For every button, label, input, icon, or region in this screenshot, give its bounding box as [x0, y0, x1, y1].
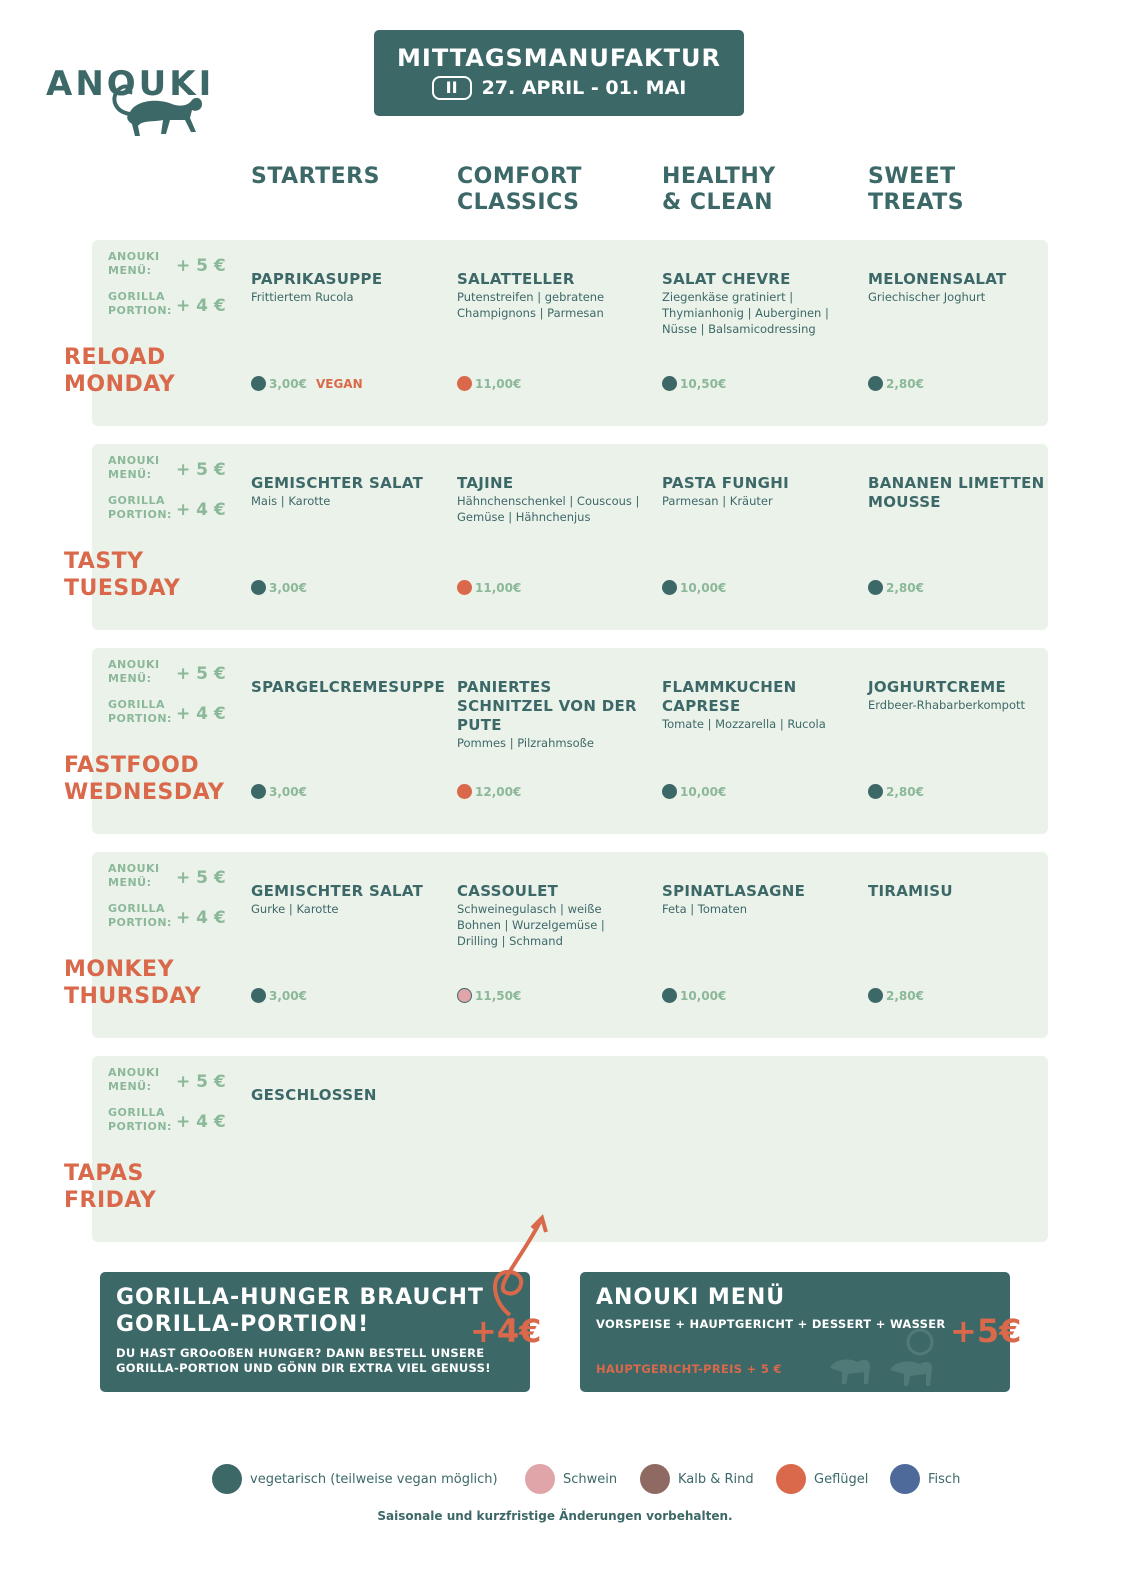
menu-price-add: + 5 € — [176, 460, 226, 480]
monkeys-illustration-icon — [820, 1328, 950, 1388]
curl-arrow-icon — [480, 1210, 570, 1320]
legend-item — [525, 1464, 617, 1494]
vegetarian-icon — [662, 988, 677, 1003]
gorilla-price-add: + 4 € — [176, 1112, 226, 1132]
menu-price-label: ANOUKI MENÜ: — [108, 1066, 160, 1093]
dish-sweet — [868, 474, 1058, 512]
vegetarian-icon — [212, 1464, 242, 1494]
dish-price — [457, 580, 521, 595]
price-value: 11,00€ — [475, 376, 522, 391]
poultry-icon — [457, 784, 472, 799]
price-value: 3,00€ — [269, 988, 307, 1003]
dish-comfort — [457, 474, 647, 525]
day-panel — [64, 648, 1048, 834]
dish-name: SALAT CHEVRE — [662, 270, 791, 288]
menu-price-add: + 5 € — [176, 868, 226, 888]
legend-item — [890, 1464, 960, 1494]
gorilla-price-label: GORILLA PORTION: — [108, 902, 172, 929]
legend-item — [776, 1464, 868, 1494]
price-value: 3,00€ — [269, 784, 307, 799]
dish-description: Mais | Karotte — [251, 494, 331, 508]
dish-description: Pommes | Pilzrahmsoße — [457, 736, 594, 750]
col-head-starters: STARTERS — [251, 164, 380, 189]
promo-gorilla — [100, 1272, 542, 1392]
dish-healthy — [662, 882, 852, 917]
dish-price — [251, 784, 307, 799]
anouki-logo — [46, 42, 226, 152]
dish-name: GEMISCHTER SALAT — [251, 474, 424, 492]
vegetarian-icon — [251, 988, 266, 1003]
vegetarian-icon — [662, 580, 677, 595]
dish-name: SPARGELCREMESUPPE — [251, 678, 445, 696]
dish-description: Putenstreifen | gebratene Champignons | Parmesan — [457, 290, 605, 320]
price-value: 10,00€ — [680, 988, 727, 1003]
page-title: MITTAGSMANUFAKTUR — [397, 44, 721, 72]
price-value: 3,00€ — [269, 376, 307, 391]
price-value: 10,00€ — [680, 784, 727, 799]
dish-starter — [251, 270, 441, 305]
day-name: FASTFOOD WEDNESDAY — [64, 753, 225, 805]
menu-price-add: + 5 € — [176, 664, 226, 684]
dish-comfort — [457, 882, 647, 949]
price-value: 2,80€ — [886, 988, 924, 1003]
menu-price-label: ANOUKI MENÜ: — [108, 250, 160, 277]
gorilla-price-add: + 4 € — [176, 908, 226, 928]
col-head-comfort: COMFORT CLASSICS — [457, 164, 582, 215]
menu-price-label: ANOUKI MENÜ: — [108, 454, 160, 481]
day-name: RELOAD MONDAY — [64, 345, 176, 397]
promo-gorilla-title: GORILLA-HUNGER BRAUCHT GORILLA-PORTION! — [116, 1285, 484, 1337]
day-panel — [64, 240, 1048, 426]
day-name: TAPAS FRIDAY — [64, 1161, 157, 1213]
vegetarian-icon — [868, 988, 883, 1003]
dish-starter — [251, 678, 445, 697]
promo-menu — [580, 1272, 1022, 1392]
legend-label: Schwein — [563, 1471, 618, 1487]
menu-price-label: ANOUKI MENÜ: — [108, 862, 160, 889]
dish-price — [457, 784, 521, 799]
week-range — [374, 76, 744, 100]
dish-price — [662, 784, 726, 799]
vegetarian-icon — [868, 580, 883, 595]
promo-gorilla-price: +4€ — [470, 1312, 542, 1350]
dish-comfort — [457, 270, 647, 321]
gorilla-price-add: + 4 € — [176, 704, 226, 724]
price-value: 3,00€ — [269, 580, 307, 595]
header-banner — [374, 30, 744, 116]
dish-name: TIRAMISU — [868, 882, 953, 900]
dish-description: Erdbeer-Rhabarberkompott — [868, 698, 1026, 712]
dish-description: Griechischer Joghurt — [868, 290, 986, 304]
promo-menu-text: VORSPEISE + HAUPTGERICHT + DESSERT + WASSER — [596, 1317, 946, 1331]
vegan-tag: VEGAN — [315, 376, 363, 391]
dish-price — [662, 988, 726, 1003]
price-value: 11,00€ — [475, 580, 522, 595]
dish-name: BANANEN LIMETTEN MOUSSE — [868, 474, 1045, 511]
promo-menu-price: +5€ — [950, 1312, 1022, 1350]
dish-starter — [251, 474, 441, 509]
price-value: 11,50€ — [475, 988, 522, 1003]
gorilla-price-add: + 4 € — [176, 500, 226, 520]
pork-icon — [457, 988, 472, 1003]
gorilla-price-label: GORILLA PORTION: — [108, 698, 172, 725]
dish-price — [662, 580, 726, 595]
vegetarian-icon — [251, 376, 266, 391]
dish-comfort — [457, 678, 647, 751]
poultry-icon — [457, 376, 472, 391]
gorilla-price-add: + 4 € — [176, 296, 226, 316]
dish-description: Tomate | Mozzarella | Rucola — [662, 717, 826, 731]
vegetarian-icon — [662, 376, 677, 391]
vegetarian-icon — [868, 784, 883, 799]
monkey-icon — [106, 72, 216, 142]
promo-menu-title: ANOUKI MENÜ — [596, 1285, 786, 1310]
col-head-healthy: HEALTHY & CLEAN — [662, 164, 776, 215]
dish-starter — [251, 882, 441, 917]
menu-price-label: ANOUKI MENÜ: — [108, 658, 160, 685]
promo-menu-note: HAUPTGERICHT-PREIS + 5 € — [596, 1362, 782, 1376]
dish-description: Gurke | Karotte — [251, 902, 339, 916]
dish-price — [251, 580, 307, 595]
price-value: 2,80€ — [886, 376, 924, 391]
dish-description: Feta | Tomaten — [662, 902, 748, 916]
dish-name: PASTA FUNGHI — [662, 474, 789, 492]
vegetarian-icon — [251, 784, 266, 799]
legend-label: Fisch — [928, 1471, 961, 1487]
dish-price — [868, 580, 924, 595]
closed-label: GESCHLOSSEN — [251, 1086, 377, 1104]
gorilla-price-label: GORILLA PORTION: — [108, 494, 172, 521]
price-value: 10,50€ — [680, 376, 727, 391]
promo-gorilla-text: DU HAST GROoOßEN HUNGER? DANN BESTELL UNSERE GORILLA-PORTION UND GÖNN DIR EXTRA VIEL GENUSS! — [116, 1346, 491, 1375]
price-value: 2,80€ — [886, 784, 924, 799]
dish-name: PAPRIKASUPPE — [251, 270, 383, 288]
poultry-icon — [776, 1464, 806, 1494]
dish-sweet — [868, 882, 1058, 901]
legend-item — [212, 1464, 498, 1494]
dish-description: Schweinegulasch | weiße Bohnen | Wurzelgemüse | Drilling | Schmand — [457, 902, 605, 948]
dish-description: Ziegenkäse gratiniert | Thymianhonig | Auberginen | Nüsse | Balsamicodressing — [662, 290, 829, 336]
day-panel — [64, 1056, 1048, 1242]
dish-name: TAJINE — [457, 474, 514, 492]
menu-price-add: + 5 € — [176, 256, 226, 276]
vegetarian-icon — [251, 580, 266, 595]
dish-description: Parmesan | Kräuter — [662, 494, 773, 508]
dish-name: SPINATLASAGNE — [662, 882, 806, 900]
dish-price — [868, 988, 924, 1003]
dish-name: MELONENSALAT — [868, 270, 1007, 288]
dish-healthy — [662, 474, 852, 509]
day-name: TASTY TUESDAY — [64, 549, 181, 601]
dish-name: FLAMMKUCHEN CAPRESE — [662, 678, 797, 715]
date-range: 27. APRIL - 01. MAI — [481, 77, 687, 99]
legend-item — [640, 1464, 754, 1494]
dish-name: PANIERTES SCHNITZEL VON DER PUTE — [457, 678, 637, 734]
day-name: MONKEY THURSDAY — [64, 957, 202, 1009]
day-panel — [64, 444, 1048, 630]
vegetarian-icon — [868, 376, 883, 391]
dish-name: JOGHURTCREME — [868, 678, 1007, 696]
day-panel — [64, 852, 1048, 1038]
fish-icon — [890, 1464, 920, 1494]
dish-healthy — [662, 270, 852, 337]
dish-price — [868, 784, 924, 799]
logo-text: ANOUKI — [46, 64, 215, 104]
footer-note: Saisonale und kurzfristige Änderungen vorbehalten. — [377, 1509, 733, 1523]
dish-description: Hähnchenschenkel | Couscous | Gemüse | Hähnchenjus — [457, 494, 640, 524]
beef-icon — [640, 1464, 670, 1494]
dish-sweet — [868, 678, 1058, 713]
col-head-sweet: SWEET TREATS — [868, 164, 965, 215]
pork-icon — [525, 1464, 555, 1494]
gorilla-price-label: GORILLA PORTION: — [108, 290, 172, 317]
gorilla-price-label: GORILLA PORTION: — [108, 1106, 172, 1133]
vegetarian-icon — [662, 784, 677, 799]
dish-healthy — [662, 678, 852, 732]
price-value: 2,80€ — [886, 580, 924, 595]
dish-name: CASSOULET — [457, 882, 559, 900]
legend-label: vegetarisch (teilweise vegan möglich) — [250, 1471, 498, 1487]
legend-label: Kalb & Rind — [678, 1471, 754, 1487]
dish-price — [457, 988, 521, 1003]
dish-price — [457, 376, 521, 391]
dish-price — [868, 376, 924, 391]
poultry-icon — [457, 580, 472, 595]
dish-price — [251, 988, 307, 1003]
dish-description: Frittiertem Rucola — [251, 290, 354, 304]
dish-name: GEMISCHTER SALAT — [251, 882, 424, 900]
price-value: 10,00€ — [680, 580, 727, 595]
dish-sweet — [868, 270, 1058, 305]
price-value: 12,00€ — [475, 784, 522, 799]
dish-price — [662, 376, 726, 391]
dish-price — [251, 376, 363, 391]
menu-price-add: + 5 € — [176, 1072, 226, 1092]
dish-name: SALATTELLER — [457, 270, 575, 288]
week-number: II — [432, 76, 472, 100]
legend-label: Geflügel — [814, 1471, 869, 1487]
